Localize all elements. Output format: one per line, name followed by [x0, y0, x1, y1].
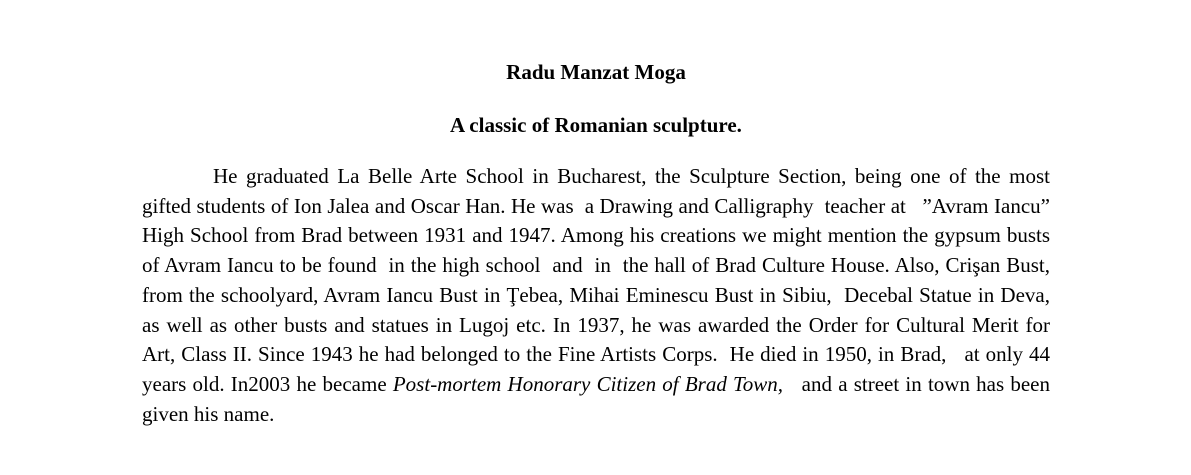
body-paragraph [142, 162, 1056, 429]
paragraph-segment-italic: Post-mortem Honorary Citizen of Brad Town, [392, 371, 784, 396]
document-text-block [142, 0, 1056, 429]
paragraph-segment-3: and a street in town has been given his name. [142, 371, 1056, 426]
page-title: Radu Manzat Moga [506, 60, 686, 84]
page-subtitle: A classic of Romanian sculpture. [450, 113, 742, 137]
paragraph-segment-1: He graduated La Belle Arte School in Bucharest, the Sculpture Section, being one of the most gifted students of Ion Jalea and Oscar Han. He was a Drawing and Calligraphy teacher at ”Avram Iancu” High School from Brad between 1931 and 1947. Among his creations we might mention the gypsum busts of Avram Iancu to be found in the high school and in the hall of Brad Culture House. Also, Crişan Bust, from the schoolyard, Avram Iancu Bust in Ţebea, Mihai Eminescu Bust in Sibiu, Decebal Statue in Deva, as well as other busts and statues in Lugoj etc. In 1937, he was awarded the Order for Cultural Merit for Art, Class II. Since 1943 he had belonged to the Fine Artists Corps. He died in 1950, in Brad, at only 44 years old. In2003 he became [142, 164, 1056, 396]
